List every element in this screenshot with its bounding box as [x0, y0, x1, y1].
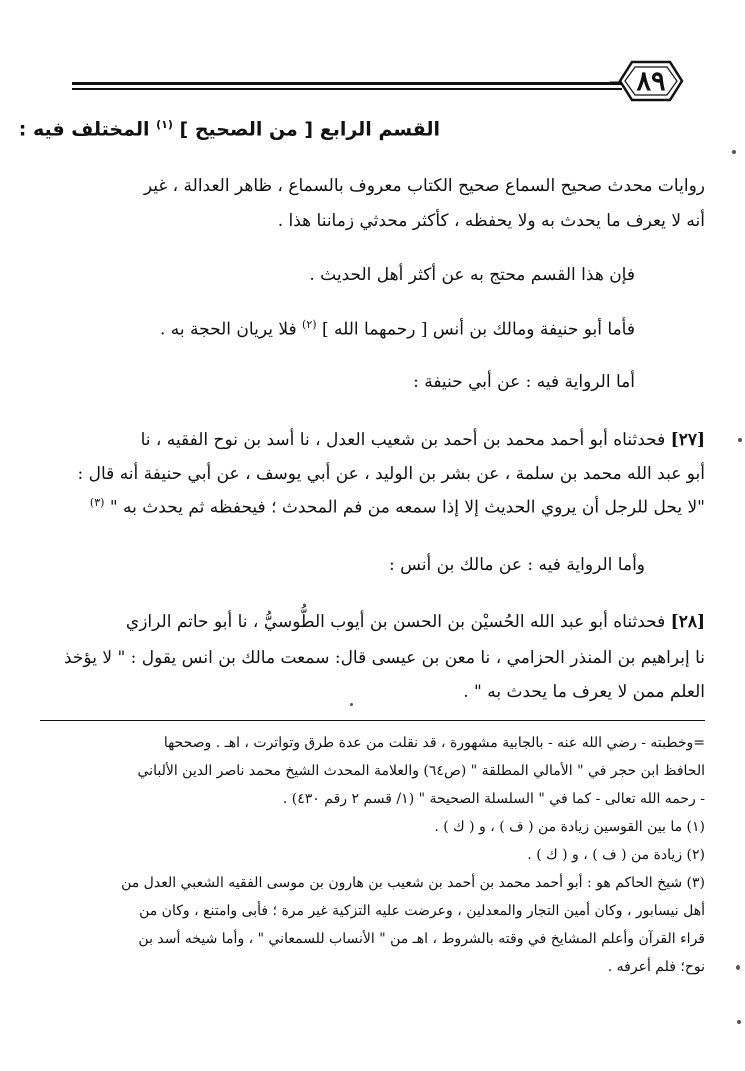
- footnote-line-1: =وخطبته - رضي الله عنه - بالجابية مشهورة ، قد نقلت من عدة طرق وتواترت ، اهـ . وصححها: [163, 735, 705, 751]
- hadith-28-line-2: نا إبراهيم بن المنذر الحزامي ، نا معن بن عيسى قال: سمعت مالك بن انس يقول : " لا يؤخذ: [64, 648, 705, 668]
- hadith-28-line-1: [126, 612, 705, 632]
- hadith-27-line-3: [90, 496, 705, 518]
- hadith-28-marker: [٢٨]: [670, 612, 705, 632]
- paragraph-3-note-ref: (٢): [302, 318, 317, 331]
- header-rule: [72, 82, 622, 94]
- hadith-27-line-1-text: فحدثناه أبو أحمد محمد بن أحمد بن شعيب العدل ، نا أسد بن نوح الفقيه ، نا: [140, 430, 666, 450]
- scan-speck: [350, 703, 353, 706]
- hadith-27-line-2: أبو عبد الله محمد بن سلمة ، عن بشر بن الوليد ، عن أبي يوسف ، عن أبي حنيفة أنه قال :: [77, 464, 705, 484]
- header-rule-line-thick: [72, 82, 622, 85]
- footnote-line-2: الحافظ ابن حجر في " الأمالي المطلقة " (ص٦٤) والعلامة المحدث الشيخ محمد ناصر الدين الألباني: [137, 763, 705, 779]
- footnote-divider: [40, 720, 705, 721]
- footnote-1: (١) ما بين القوسين زيادة من ( ف ) ، و ( ك ) .: [434, 819, 705, 835]
- paragraph-5: وأما الرواية فيه : عن مالك بن أنس :: [388, 555, 645, 575]
- paragraph-4: أما الرواية فيه : عن أبي حنيفة :: [413, 372, 635, 392]
- paragraph-3: [160, 318, 635, 340]
- scan-speck: [732, 150, 736, 154]
- hadith-28-line-3: العلم ممن لا يعرف ما يحدث به " .: [463, 682, 705, 702]
- page-number: ٨٩: [636, 66, 666, 97]
- footnote-2: (٢) زيادة من ( ف ) ، و ( ك ) .: [527, 847, 705, 863]
- scan-speck: [737, 1020, 741, 1024]
- paragraph-1-line-1: روايات محدث صحيح السماع صحيح الكتاب معروف بالسماع ، ظاهر العدالة ، غير: [143, 176, 705, 196]
- hadith-27-line-3-text: "لا يحل للرجل أن يروي الحديث إلا إذا سمعه من فم المحدث ؛ فيحفظه ثم يحدث به ": [109, 497, 705, 518]
- section-title-main: القسم الرابع [ من الصحيح ]: [179, 118, 440, 141]
- hadith-28-line-1-text: فحدثناه أبو عبد الله الحُسيْن بن الحسن بن أيوب الطُّوسيُّ ، نا أبو حاتم الرازي: [125, 612, 666, 632]
- paragraph-3-after: فلا يريان الحجة به .: [160, 319, 297, 340]
- hadith-27-marker: [٢٧]: [670, 430, 705, 450]
- footnote-3-line-1: (٣) شيخ الحاكم هو : أبو أحمد محمد بن أحمد بن شعيب بن هارون بن موسى الفقيه الشعبي العدل من: [121, 875, 705, 891]
- page-number-badge: [610, 58, 692, 104]
- footnote-line-3: - رحمه الله تعالى - كما في " السلسلة الصحيحة " (١/ قسم ٢ رقم ٤٣٠) .: [282, 791, 705, 807]
- hadith-27-line-1: [141, 430, 705, 450]
- paragraph-1-line-2: أنه لا يعرف ما يحدث به ولا يحفظه ، كأكثر محدثي زماننا هذا .: [277, 211, 705, 231]
- scan-speck: [738, 438, 742, 442]
- footnote-3-line-2: أهل نيسابور ، وكان أمين التجار والمعدلين ، وعرضت عليه التزكية غير مرة ؛ فأبى وامتنع ، وكان من: [139, 903, 705, 919]
- section-title-note-ref: (١): [156, 118, 173, 131]
- hadith-27-note-ref: (٣): [89, 496, 105, 509]
- footnote-3-line-4: نوح؛ فلم أعرفه .: [607, 959, 705, 975]
- paragraph-2: فإن هذا القسم محتج به عن أكثر أهل الحديث .: [309, 265, 635, 285]
- header-rule-line-thin: [72, 88, 622, 90]
- scan-speck: [736, 965, 740, 970]
- section-title-suffix: المختلف فيه :: [18, 118, 150, 141]
- footnote-3-line-3: قراء القرآن وأعلم المشايخ في وقته بالشروط ، اهـ من " الأنساب للسمعاني " ، وأما شيخه أسد بن: [138, 931, 705, 947]
- paragraph-3-before: فأما أبو حنيفة ومالك بن أنس [ رحمهما الله ]: [321, 319, 635, 340]
- section-title: [19, 118, 440, 140]
